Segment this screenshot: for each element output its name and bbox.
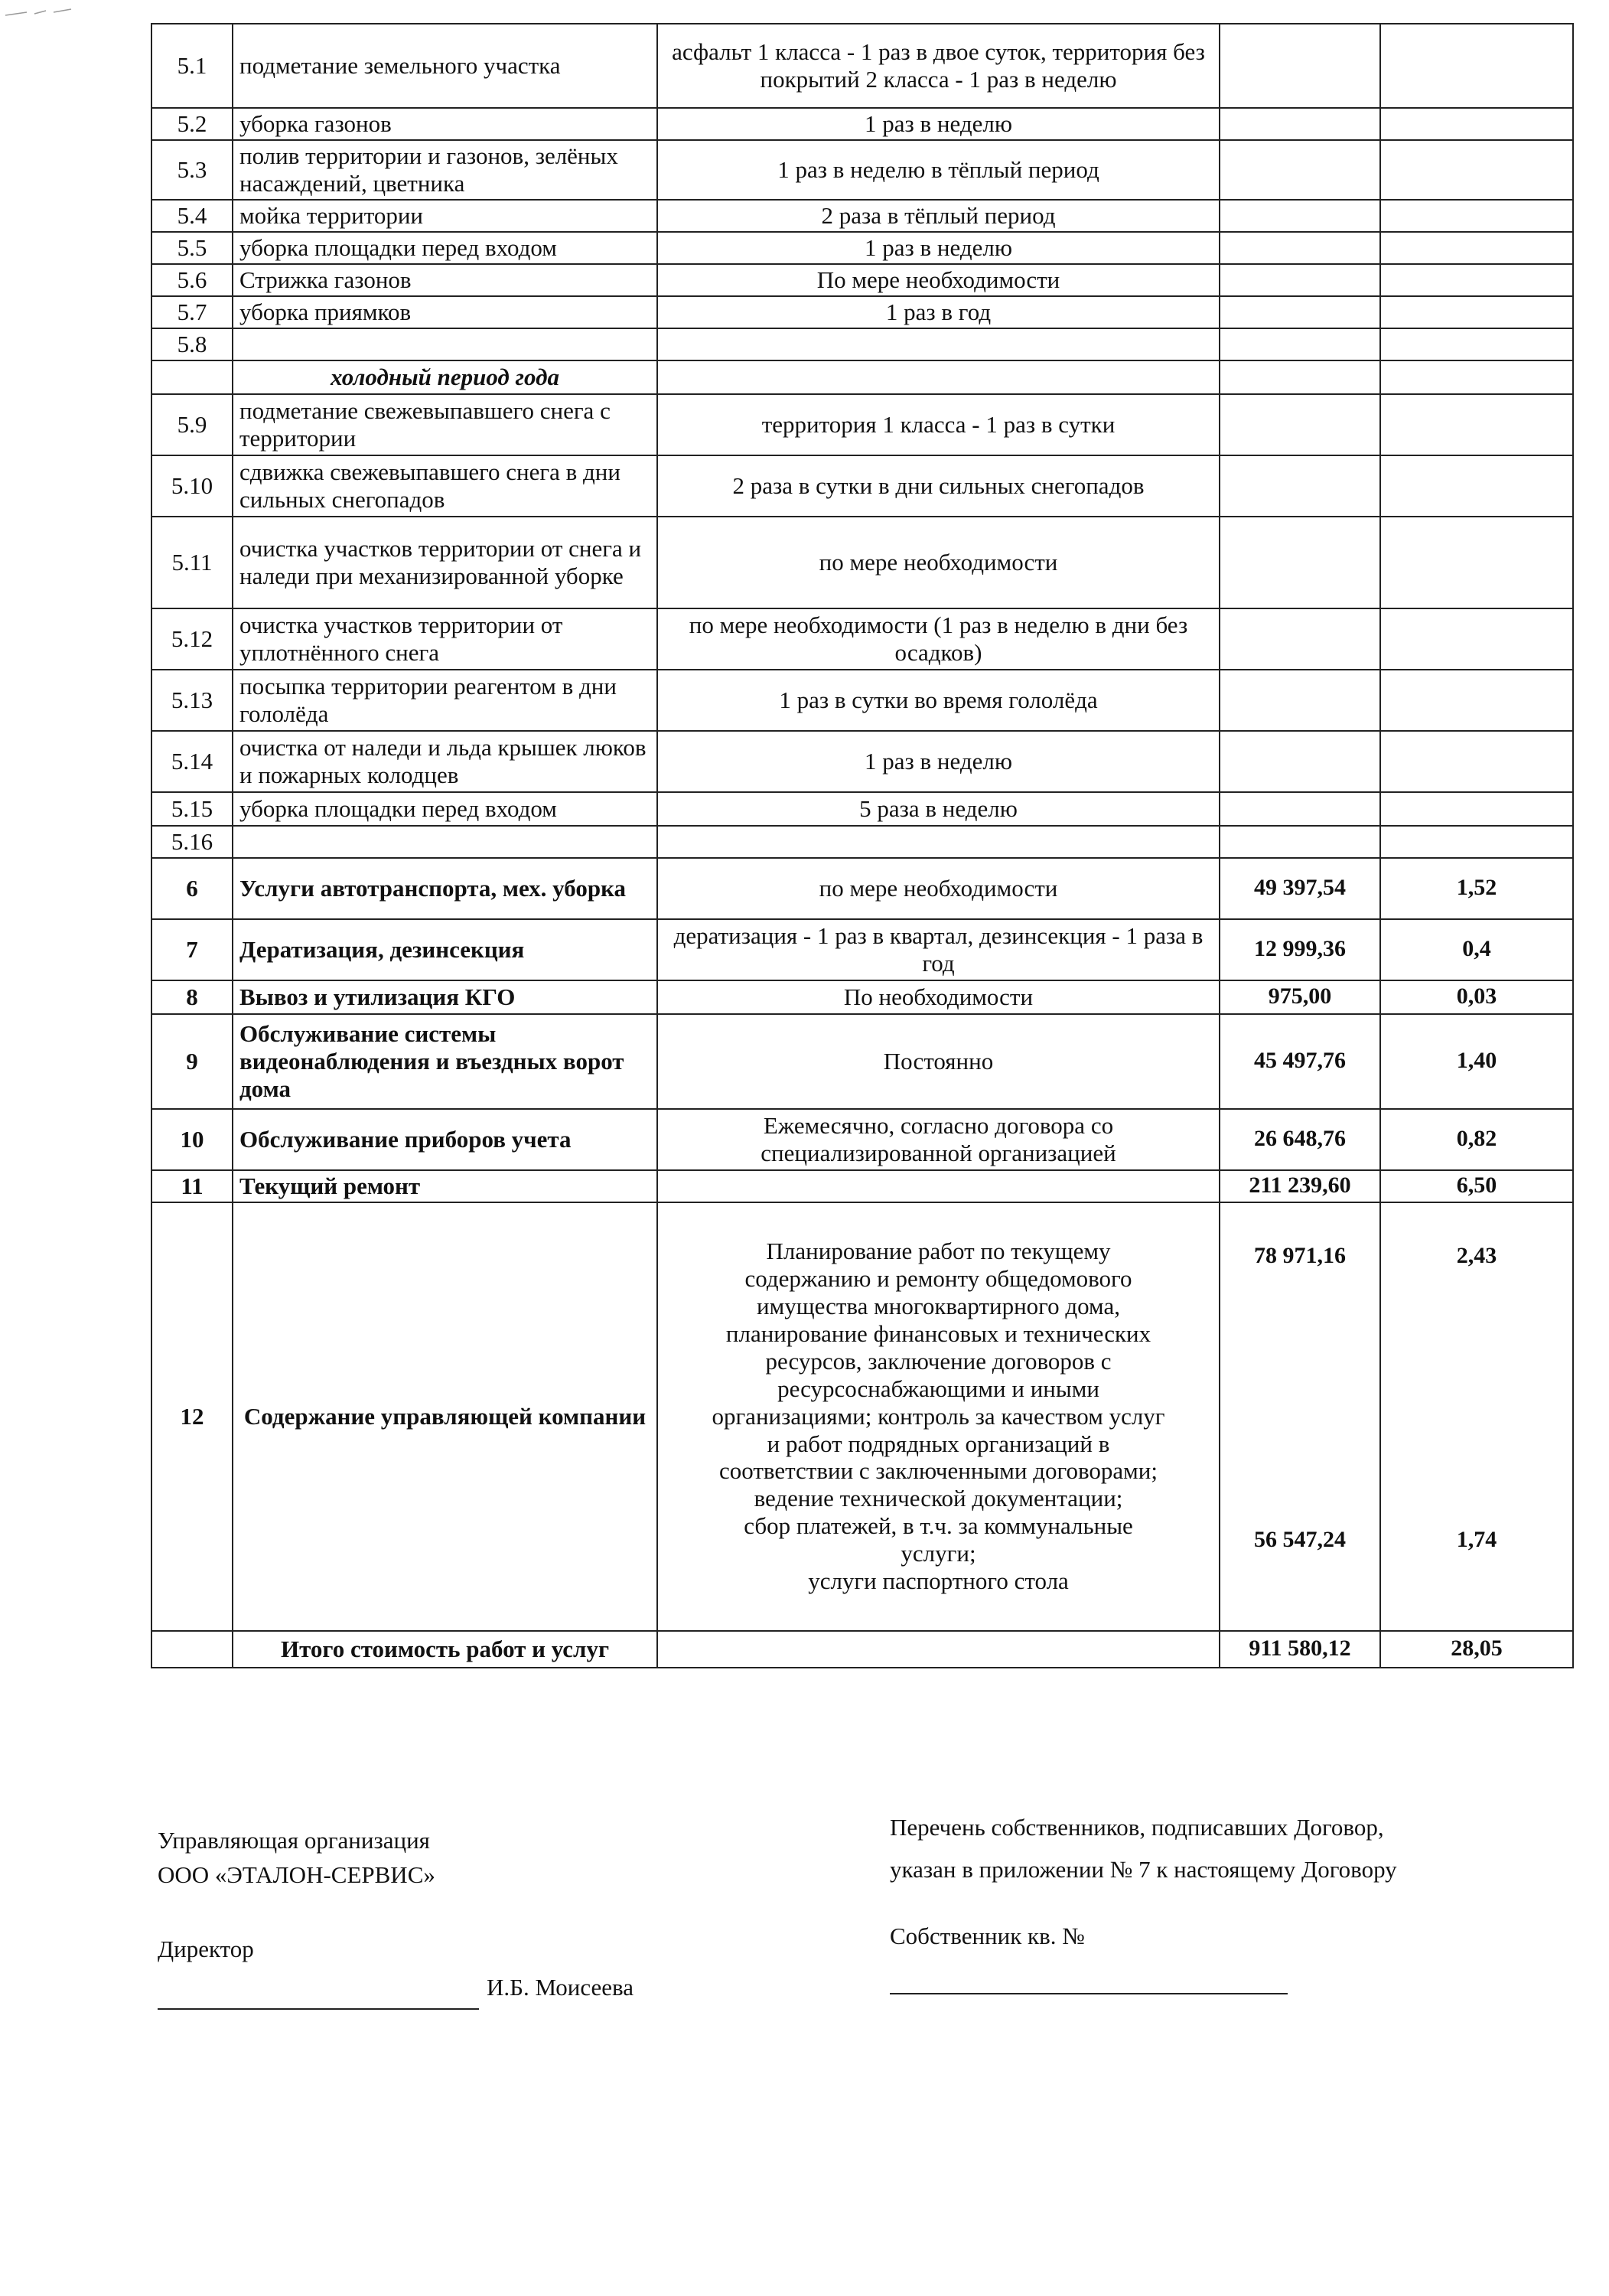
row-rate (1380, 1202, 1573, 1631)
row-rate (1380, 200, 1573, 232)
row-frequency: 1 раз в сутки во время гололёда (657, 670, 1220, 731)
row-frequency-line: сбор платежей, в т.ч. за коммунальные (744, 1512, 1133, 1540)
table-row (151, 1109, 1573, 1170)
row-number: 5.8 (151, 328, 233, 360)
row-amount (1220, 140, 1380, 200)
row-service-name: Дератизация, дезинсекция (233, 919, 657, 980)
row-rate (1380, 360, 1573, 394)
row-amount: 211 239,60 (1220, 1170, 1380, 1202)
row-frequency: 5 раза в неделю (657, 792, 1220, 826)
total-amount: 911 580,12 (1220, 1631, 1380, 1668)
row-number: 6 (151, 858, 233, 919)
table-row (151, 1170, 1573, 1202)
row-service-name: очистка от наледи и льда крышек люков и пожарных колодцев (233, 731, 657, 792)
row-amount: 49 397,54 (1220, 858, 1380, 919)
table-row (151, 517, 1573, 608)
row-number: 5.7 (151, 296, 233, 328)
org-label: Управляющая организация (158, 1827, 430, 1854)
owner-label: Собственник кв. № (890, 1923, 1085, 1949)
row-service-name: Обслуживание системы видеонаблюдения и въездных ворот дома (233, 1014, 657, 1109)
row-service-name (233, 328, 657, 360)
row-rate: 1,40 (1380, 1014, 1573, 1109)
row-amount: 975,00 (1220, 980, 1380, 1014)
row-number: 5.15 (151, 792, 233, 826)
row-frequency: 1 раз в год (657, 296, 1220, 328)
table-row (151, 1014, 1573, 1109)
director-signature-line (158, 2008, 479, 2010)
row-frequency: Ежемесячно, согласно договора со специализированной организацией (657, 1109, 1220, 1170)
row-frequency: 1 раз в неделю (657, 108, 1220, 140)
services-table (151, 23, 1574, 1668)
row-number: 5.3 (151, 140, 233, 200)
row-frequency-line: имущества многоквартирного дома, (757, 1292, 1120, 1319)
row-amount (1220, 608, 1380, 670)
table-row (151, 792, 1573, 826)
row-amount (1220, 517, 1380, 608)
row-frequency: 1 раз в неделю в тёплый период (657, 140, 1220, 200)
row-frequency (657, 826, 1220, 858)
row-rate (1380, 24, 1573, 108)
row-service-name: Стрижка газонов (233, 264, 657, 296)
row-frequency-line: услуги; (901, 1540, 976, 1567)
row-amount (1220, 200, 1380, 232)
row-number: 10 (151, 1109, 233, 1170)
row-rate-second: 1,74 (1456, 1526, 1497, 1552)
row-frequency-line: организациями; контроль за качеством услуг (712, 1402, 1165, 1430)
row-rate (1380, 232, 1573, 264)
row-frequency: Постоянно (657, 1014, 1220, 1109)
row-amount: 26 648,76 (1220, 1109, 1380, 1170)
row-frequency: 1 раз в неделю (657, 731, 1220, 792)
row-frequency (657, 1202, 1220, 1631)
row-rate (1380, 792, 1573, 826)
row-service-name: подметание земельного участка (233, 24, 657, 108)
owner-signature-line (890, 1993, 1288, 1994)
row-frequency: По мере необходимости (657, 264, 1220, 296)
row-number: 5.12 (151, 608, 233, 670)
table-row (151, 24, 1573, 108)
row-amount (1220, 108, 1380, 140)
row-service-name: очистка участков территории от уплотнённого снега (233, 608, 657, 670)
row-rate: 6,50 (1380, 1170, 1573, 1202)
row-amount (1220, 24, 1380, 108)
row-number (151, 360, 233, 394)
row-frequency: дератизация - 1 раз в квартал, дезинсекция - 1 раза в год (657, 919, 1220, 980)
table-row (151, 296, 1573, 328)
row-frequency-line: планирование финансовых и технических (725, 1319, 1151, 1347)
row-number: 7 (151, 919, 233, 980)
table-row (151, 670, 1573, 731)
table-row (151, 200, 1573, 232)
row-service-name: Текущий ремонт (233, 1170, 657, 1202)
row-rate: 0,4 (1380, 919, 1573, 980)
total-number (151, 1631, 233, 1668)
row-frequency: по мере необходимости (657, 858, 1220, 919)
services-table-body (151, 24, 1573, 1668)
row-rate (1380, 264, 1573, 296)
row-amount-second: 56 547,24 (1254, 1526, 1346, 1552)
row-amount (1220, 232, 1380, 264)
row-number: 5.14 (151, 731, 233, 792)
row-frequency-line: ресурсов, заключение договоров с (765, 1347, 1112, 1375)
owners-note-line2: указан в приложении № 7 к настоящему Договору (890, 1856, 1397, 1883)
row-number: 5.6 (151, 264, 233, 296)
row-service-name: посыпка территории реагентом в дни гололёда (233, 670, 657, 731)
row-service-name: холодный период года (233, 360, 657, 394)
row-service-name: сдвижка свежевыпавшего снега в дни сильных снегопадов (233, 455, 657, 517)
row-number: 5.9 (151, 394, 233, 455)
row-number: 5.5 (151, 232, 233, 264)
row-frequency: 1 раз в неделю (657, 232, 1220, 264)
row-amount (1220, 826, 1380, 858)
row-service-name: уборка газонов (233, 108, 657, 140)
director-name: И.Б. Моисеева (487, 1974, 634, 2001)
row-frequency: территория 1 класса - 1 раз в сутки (657, 394, 1220, 455)
row-amount: 12 999,36 (1220, 919, 1380, 980)
row-rate (1380, 140, 1573, 200)
row-number: 5.2 (151, 108, 233, 140)
total-rate: 28,05 (1380, 1631, 1573, 1668)
table-row (151, 608, 1573, 670)
row-rate (1380, 731, 1573, 792)
row-number: 12 (151, 1202, 233, 1631)
row-number: 5.4 (151, 200, 233, 232)
org-name: ООО «ЭТАЛОН-СЕРВИС» (158, 1861, 435, 1888)
row-rate (1380, 296, 1573, 328)
row-rate: 0,82 (1380, 1109, 1573, 1170)
scan-artifact-mark (4, 8, 73, 18)
row-amount (1220, 394, 1380, 455)
owners-note-line1: Перечень собственников, подписавших Договор, (890, 1814, 1384, 1841)
row-service-name: Содержание управляющей компании (233, 1202, 657, 1631)
row-service-name: Услуги автотранспорта, мех. уборка (233, 858, 657, 919)
row-service-name: очистка участков территории от снега и наледи при механизированной уборке (233, 517, 657, 608)
table-row (151, 919, 1573, 980)
total-row (151, 1631, 1573, 1668)
row-rate (1380, 670, 1573, 731)
row-amount (1220, 1202, 1380, 1631)
row-number: 5.16 (151, 826, 233, 858)
row-rate (1380, 455, 1573, 517)
row-frequency-line: соответствии с заключенными договорами; (719, 1457, 1158, 1485)
table-row (151, 455, 1573, 517)
row-amount-first: 78 971,16 (1254, 1242, 1346, 1268)
row-amount (1220, 670, 1380, 731)
row-frequency (657, 328, 1220, 360)
row-service-name: полив территории и газонов, зелёных насаждений, цветника (233, 140, 657, 200)
table-row (151, 232, 1573, 264)
table-row (151, 360, 1573, 394)
row-amount (1220, 296, 1380, 328)
table-row (151, 980, 1573, 1014)
table-row (151, 731, 1573, 792)
table-row (151, 108, 1573, 140)
row-frequency-line: услуги паспортного стола (808, 1567, 1069, 1595)
row-frequency-line: ресурсоснабжающими и иными (777, 1375, 1099, 1402)
row-amount (1220, 328, 1380, 360)
row-amount (1220, 792, 1380, 826)
row-number: 5.13 (151, 670, 233, 731)
row-frequency-line: содержанию и ремонту общедомового (744, 1264, 1132, 1292)
row-amount (1220, 731, 1380, 792)
row-frequency-line: и работ подрядных организаций в (767, 1430, 1110, 1457)
table-row (151, 264, 1573, 296)
director-label: Директор (158, 1936, 254, 1962)
row-amount (1220, 360, 1380, 394)
row-frequency: По необходимости (657, 980, 1220, 1014)
row-amount (1220, 455, 1380, 517)
row-service-name: уборка приямков (233, 296, 657, 328)
row-rate (1380, 394, 1573, 455)
row-amount (1220, 264, 1380, 296)
row-service-name: уборка площадки перед входом (233, 232, 657, 264)
row-rate (1380, 826, 1573, 858)
row-frequency-line: ведение технической документации; (754, 1485, 1123, 1512)
row-number: 8 (151, 980, 233, 1014)
row-frequency: 2 раза в тёплый период (657, 200, 1220, 232)
row-frequency: 2 раза в сутки в дни сильных снегопадов (657, 455, 1220, 517)
row-number: 11 (151, 1170, 233, 1202)
table-row (151, 826, 1573, 858)
row-service-name: мойка территории (233, 200, 657, 232)
table-row (151, 328, 1573, 360)
row-rate: 1,52 (1380, 858, 1573, 919)
row-number: 5.11 (151, 517, 233, 608)
row-service-name: Обслуживание приборов учета (233, 1109, 657, 1170)
total-frequency (657, 1631, 1220, 1668)
row-rate (1380, 108, 1573, 140)
row-rate: 0,03 (1380, 980, 1573, 1014)
row-rate-first: 2,43 (1456, 1242, 1497, 1268)
row-service-name: подметание свежевыпавшего снега с территории (233, 394, 657, 455)
row-number: 5.1 (151, 24, 233, 108)
row-service-name (233, 826, 657, 858)
row-frequency: по мере необходимости (1 раз в неделю в дни без осадков) (657, 608, 1220, 670)
row-frequency: по мере необходимости (657, 517, 1220, 608)
row-service-name: уборка площадки перед входом (233, 792, 657, 826)
row-frequency-line: Планирование работ по текущему (766, 1237, 1111, 1264)
row-frequency (657, 1170, 1220, 1202)
row-frequency (657, 360, 1220, 394)
row-number: 5.10 (151, 455, 233, 517)
row-rate (1380, 517, 1573, 608)
total-label: Итого стоимость работ и услуг (233, 1631, 657, 1668)
table-row (151, 394, 1573, 455)
row-number: 9 (151, 1014, 233, 1109)
row-amount: 45 497,76 (1220, 1014, 1380, 1109)
row-rate (1380, 608, 1573, 670)
row-frequency: асфальт 1 класса - 1 раз в двое суток, территория без покрытий 2 класса - 1 раз в неделю (657, 24, 1220, 108)
row-rate (1380, 328, 1573, 360)
table-row (151, 140, 1573, 200)
row-service-name: Вывоз и утилизация КГО (233, 980, 657, 1014)
table-row (151, 858, 1573, 919)
table-row (151, 1202, 1573, 1631)
